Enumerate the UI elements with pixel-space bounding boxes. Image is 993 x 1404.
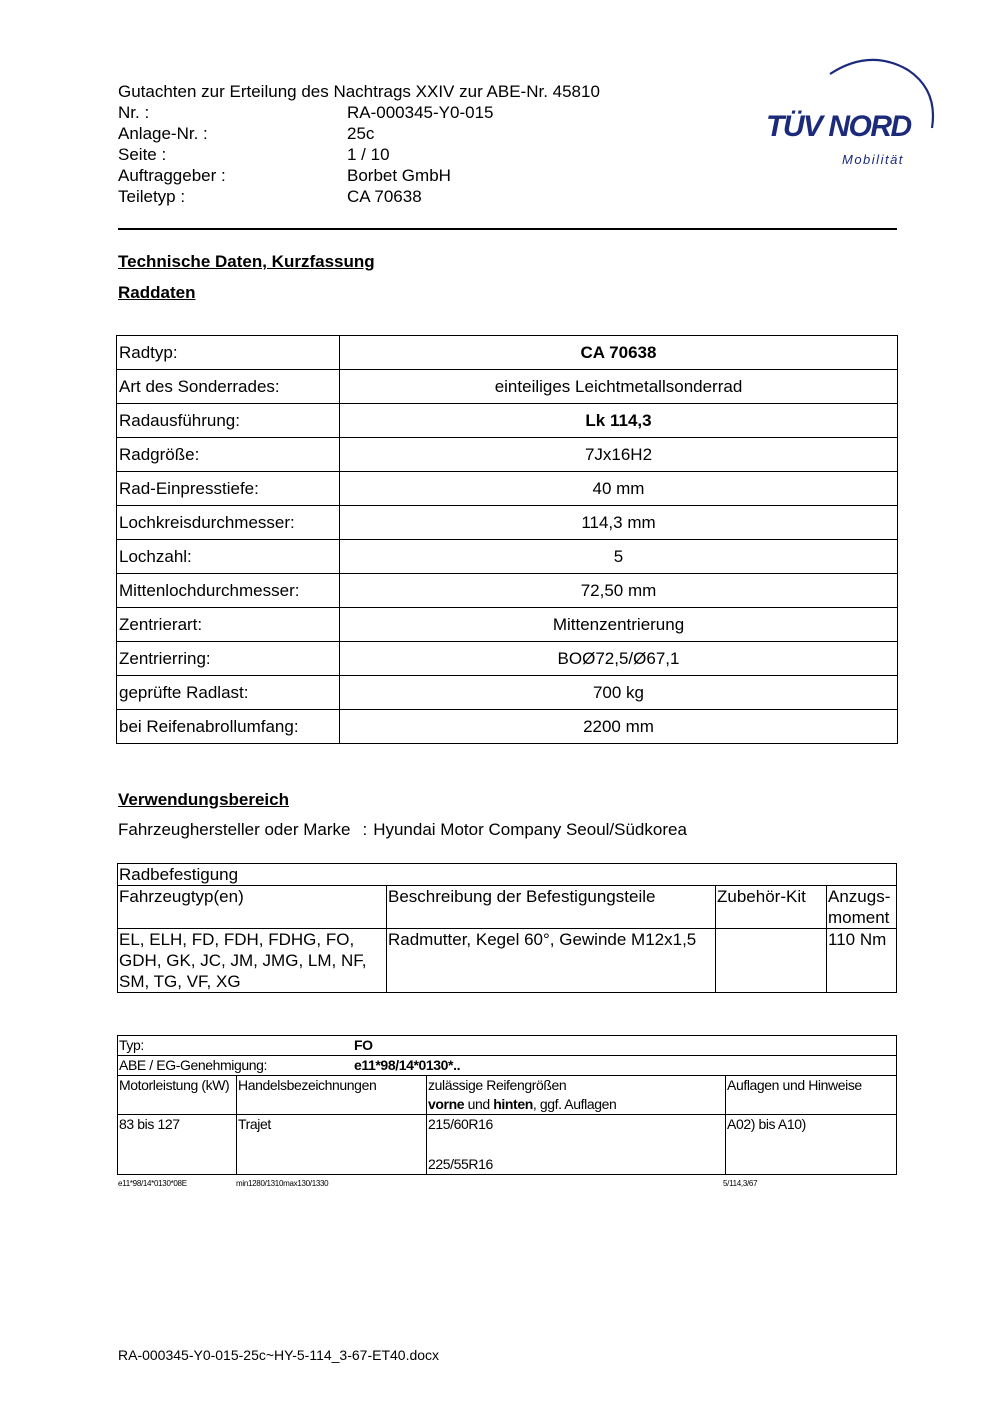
small-note: e11*98/14*0130*08E	[118, 1179, 187, 1188]
table-header-row	[118, 886, 897, 929]
table-cell: Radmutter, Kegel 60°, Gewinde M12x1,5	[387, 929, 716, 993]
row-value: Mittenzentrierung	[340, 608, 898, 642]
header-divider	[118, 228, 897, 230]
table-row	[117, 336, 898, 370]
header-row-teiletyp	[118, 186, 422, 207]
table-row	[117, 710, 898, 744]
radbefestigung-title: Radbefestigung	[118, 864, 897, 886]
abe-value: e11*98/14*0130*..	[354, 1057, 461, 1073]
reifen-header-hinten: hinten	[493, 1096, 533, 1112]
row-label: Zentrierart:	[117, 608, 340, 642]
table-row	[117, 472, 898, 506]
row-value: CA 70638	[340, 336, 898, 370]
abe-row	[118, 1056, 897, 1076]
radbefestigung-table	[117, 863, 897, 993]
table-row	[118, 929, 897, 993]
manufacturer-label: Fahrzeughersteller oder Marke	[118, 820, 351, 839]
row-value: BOØ72,5/Ø67,1	[340, 642, 898, 676]
table-cell: A02) bis A10)	[726, 1115, 897, 1175]
header-value: 25c	[347, 124, 375, 143]
table-cell: 83 bis 127	[118, 1115, 237, 1175]
typ-value: FO	[354, 1037, 373, 1053]
typ-table	[117, 1035, 897, 1175]
table-row	[117, 370, 898, 404]
row-label: Radtyp:	[117, 336, 340, 370]
row-value: 114,3 mm	[340, 506, 898, 540]
header-row-seite	[118, 144, 390, 165]
table-cell	[716, 929, 827, 993]
row-value: einteiliges Leichtmetallsonderrad	[340, 370, 898, 404]
typ-row	[118, 1036, 897, 1056]
row-label: Lochkreisdurchmesser:	[117, 506, 340, 540]
reifen-header-rest: , ggf. Auflagen	[532, 1096, 617, 1112]
raddaten-table	[116, 335, 898, 744]
reifen-header-line1: zulässige Reifengrößen	[428, 1077, 567, 1093]
header-label: Nr. :	[118, 103, 150, 122]
column-header: Auflagen und Hinweise	[726, 1076, 897, 1115]
header-label: Teiletyp :	[118, 187, 186, 206]
manufacturer-line	[118, 820, 687, 840]
row-label: Radgröße:	[117, 438, 340, 472]
footer-filename: RA-000345-Y0-015-25c~HY-5-114_3-67-ET40.docx	[118, 1347, 440, 1363]
table-row	[117, 404, 898, 438]
manufacturer-value: Hyundai Motor Company Seoul/Südkorea	[373, 820, 687, 839]
column-header	[427, 1076, 726, 1115]
table-row	[118, 1036, 897, 1056]
row-label: Mittenlochdurchmesser:	[117, 574, 340, 608]
section-heading-raddaten: Raddaten	[118, 283, 196, 302]
column-header: Zubehör-Kit	[716, 886, 827, 929]
reifen-size: 215/60R16	[428, 1116, 493, 1132]
header-row-auftraggeber	[118, 165, 451, 186]
row-label: Art des Sonderrades:	[117, 370, 340, 404]
header-value: CA 70638	[347, 187, 422, 206]
reifen-size: 225/55R16	[428, 1156, 493, 1172]
header-value: 1 / 10	[347, 145, 390, 164]
abe-label: ABE / EG-Genehmigung:	[119, 1057, 268, 1073]
table-header-row	[118, 1076, 897, 1115]
header-label: Auftraggeber :	[118, 166, 226, 185]
tuv-nord-logo	[760, 56, 940, 176]
row-label: geprüfte Radlast:	[117, 676, 340, 710]
table-row	[117, 438, 898, 472]
header-row-nr	[118, 102, 493, 123]
header-row-anlage	[118, 123, 374, 144]
row-label: bei Reifenabrollumfang:	[117, 710, 340, 744]
table-row	[118, 1115, 897, 1175]
row-value: 7Jx16H2	[340, 438, 898, 472]
header-value: RA-000345-Y0-015	[347, 103, 494, 122]
table-row	[117, 676, 898, 710]
row-label: Radausführung:	[117, 404, 340, 438]
typ-label: Typ:	[119, 1037, 144, 1053]
table-cell: 110 Nm	[827, 929, 897, 993]
section-heading-tech: Technische Daten, Kurzfassung	[118, 252, 375, 271]
row-label: Rad-Einpresstiefe:	[117, 472, 340, 506]
svg-text:Mobilität: Mobilität	[842, 152, 904, 167]
column-header: Anzugs- moment	[827, 886, 897, 929]
column-header: Motorleistung (kW)	[118, 1076, 237, 1115]
manufacturer-separator: :	[362, 820, 368, 839]
table-row	[117, 642, 898, 676]
row-label: Zentrierring:	[117, 642, 340, 676]
table-cell: EL, ELH, FD, FDH, FDHG, FO, GDH, GK, JC, JM, JMG, LM, NF, SM, TG, VF, XG	[118, 929, 387, 993]
header-value: Borbet GmbH	[347, 166, 451, 185]
row-value: 72,50 mm	[340, 574, 898, 608]
row-value: 2200 mm	[340, 710, 898, 744]
row-value: 40 mm	[340, 472, 898, 506]
table-row	[117, 574, 898, 608]
svg-text:TÜV NORD: TÜV NORD	[766, 110, 911, 143]
column-header: Fahrzeugtyp(en)	[118, 886, 387, 929]
row-value: Lk 114,3	[340, 404, 898, 438]
reifen-header-und: und	[464, 1096, 494, 1112]
table-row	[117, 506, 898, 540]
table-row	[117, 608, 898, 642]
reifen-header-vorne: vorne	[428, 1096, 465, 1112]
small-note: min1280/1310max130/1330	[236, 1179, 329, 1188]
row-label: Lochzahl:	[117, 540, 340, 574]
table-cell: Trajet	[237, 1115, 427, 1175]
header-label: Anlage-Nr. :	[118, 124, 208, 143]
header-label: Seite :	[118, 145, 167, 164]
table-cell	[427, 1115, 726, 1175]
column-header: Beschreibung der Befestigungsteile	[387, 886, 716, 929]
table-row	[117, 540, 898, 574]
table-row	[118, 1056, 897, 1076]
table-row	[118, 864, 897, 886]
column-header: Handelsbezeichnungen	[237, 1076, 427, 1115]
row-value: 5	[340, 540, 898, 574]
row-value: 700 kg	[340, 676, 898, 710]
section-heading-verwendung: Verwendungsbereich	[118, 790, 289, 809]
small-note: 5/114,3/67	[723, 1179, 758, 1188]
document-title: Gutachten zur Erteilung des Nachtrags XXIV zur ABE-Nr. 45810	[118, 82, 600, 101]
